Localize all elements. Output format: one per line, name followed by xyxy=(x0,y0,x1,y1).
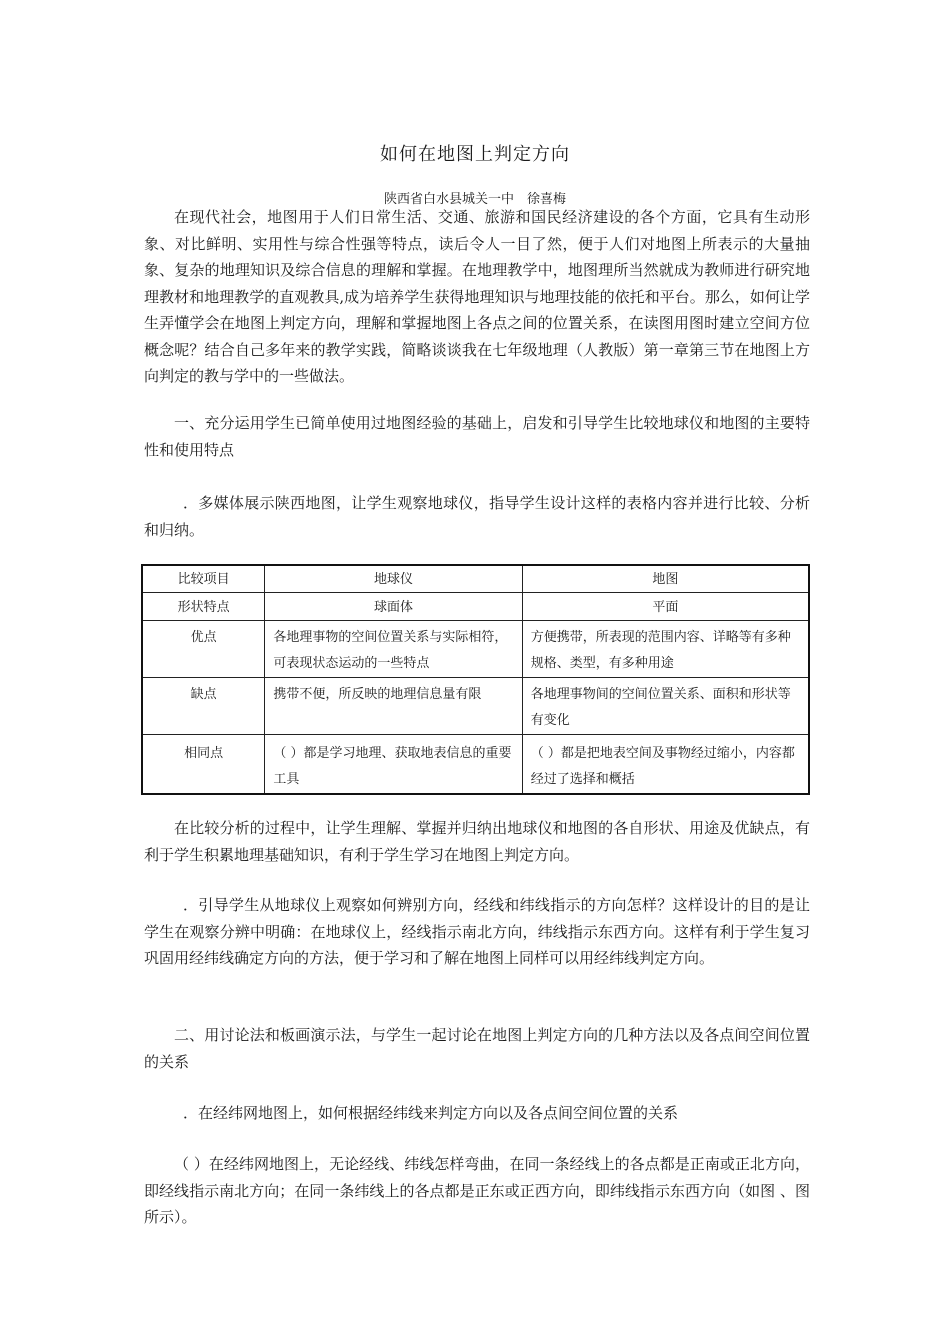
section-1-heading: 一、充分运用学生已简单使用过地图经验的基础上，启发和引导学生比较地球仪和地图的主要特性和使用特点 xyxy=(144,414,810,459)
table-cell: 平面 xyxy=(522,593,809,621)
intro-paragraph: 在现代社会，地图用于人们日常生活、交通、旅游和国民经济建设的各个方面，它具有生动形象、对比鲜明、实用性与综合性强等特点，读后令人一目了然，便于人们对地图上所表示的大量抽象、复杂的地理知识及综合信息的理解和掌握。在地理教学中，地图理所当然就成为教师进行研究地理教材和地理教学的直观教具,成为培养学生获得地理知识与地理技能的依托和平台。那么，如何让学生弄懂学会在地图上判定方向，理解和掌握地图上各点之间的位置关系，在读图用图时建立空间方位概念呢？结合自己多年来的教学实践，简略谈谈我在七年级地理（人教版）第一章第三节在地图上方向判定的教与学中的一些做法。 xyxy=(144,208,810,385)
table-cell: 各地理事物的空间位置关系与实际相符，可表现状态运动的一些特点 xyxy=(265,621,522,678)
table-cell: （ ）都是学习地理、获取地表信息的重要工具 xyxy=(265,735,522,795)
item-1-paragraph: ．多媒体展示陕西地图，让学生观察地球仪，指导学生设计这样的表格内容并进行比较、分析和归纳。 xyxy=(144,494,810,539)
author-line: 陕西省白水县城关一中 徐喜梅 xyxy=(383,192,566,207)
table-cell: 缺点 xyxy=(142,678,265,735)
table-row xyxy=(142,735,809,795)
table-cell: 携带不便，所反映的地理信息量有限 xyxy=(265,678,522,735)
table-cell: 各地理事物间的空间位置关系、面积和形状等有变化 xyxy=(522,678,809,735)
comparison-table xyxy=(141,564,810,795)
document-title: 如何在地图上判定方向 xyxy=(380,144,570,165)
item-3-paragraph: ．在经纬网地图上，如何根据经纬线来判定方向以及各点间空间位置的关系 xyxy=(183,1104,679,1122)
table-cell: 相同点 xyxy=(142,735,265,795)
item-4-paragraph: （ ）在经纬网地图上，无论经线、纬线怎样弯曲，在同一条经线上的各点都是正南或正北方向，即经线指示南北方向；在同一条纬线上的各点都是正东或正西方向，即纬线指示东西方向（如图 、图 所示）。 xyxy=(144,1155,810,1226)
after-table-paragraph: 在比较分析的过程中，让学生理解、掌握并归纳出地球仪和地图的各自形状、用途及优缺点，有利于学生积累地理基础知识，有利于学生学习在地图上判定方向。 xyxy=(144,819,810,864)
table-row xyxy=(142,678,809,735)
table-header-row xyxy=(142,565,809,593)
table-header-cell: 地球仪 xyxy=(265,565,522,593)
table-cell: （ ）都是把地表空间及事物经过缩小，内容都经过了选择和概括 xyxy=(522,735,809,795)
item-2-paragraph: ．引导学生从地球仪上观察如何辨别方向，经线和纬线指示的方向怎样？这样设计的目的是让学生在观察分辨中明确：在地球仪上，经线指示南北方向，纬线指示东西方向。这样有利于学生复习巩固用经纬线确定方向的方法，便于学习和了解在地图上同样可以用经纬线判定方向。 xyxy=(144,896,810,967)
table-header-cell: 比较项目 xyxy=(142,565,265,593)
table-row xyxy=(142,621,809,678)
table-cell: 球面体 xyxy=(265,593,522,621)
table-cell: 优点 xyxy=(142,621,265,678)
table-cell: 方便携带，所表现的范围内容、详略等有多种规格、类型，有多种用途 xyxy=(522,621,809,678)
table-row xyxy=(142,593,809,621)
table-header-cell: 地图 xyxy=(522,565,809,593)
table-cell: 形状特点 xyxy=(142,593,265,621)
section-2-heading: 二、用讨论法和板画演示法，与学生一起讨论在地图上判定方向的几种方法以及各点间空间位置的关系 xyxy=(144,1026,810,1071)
